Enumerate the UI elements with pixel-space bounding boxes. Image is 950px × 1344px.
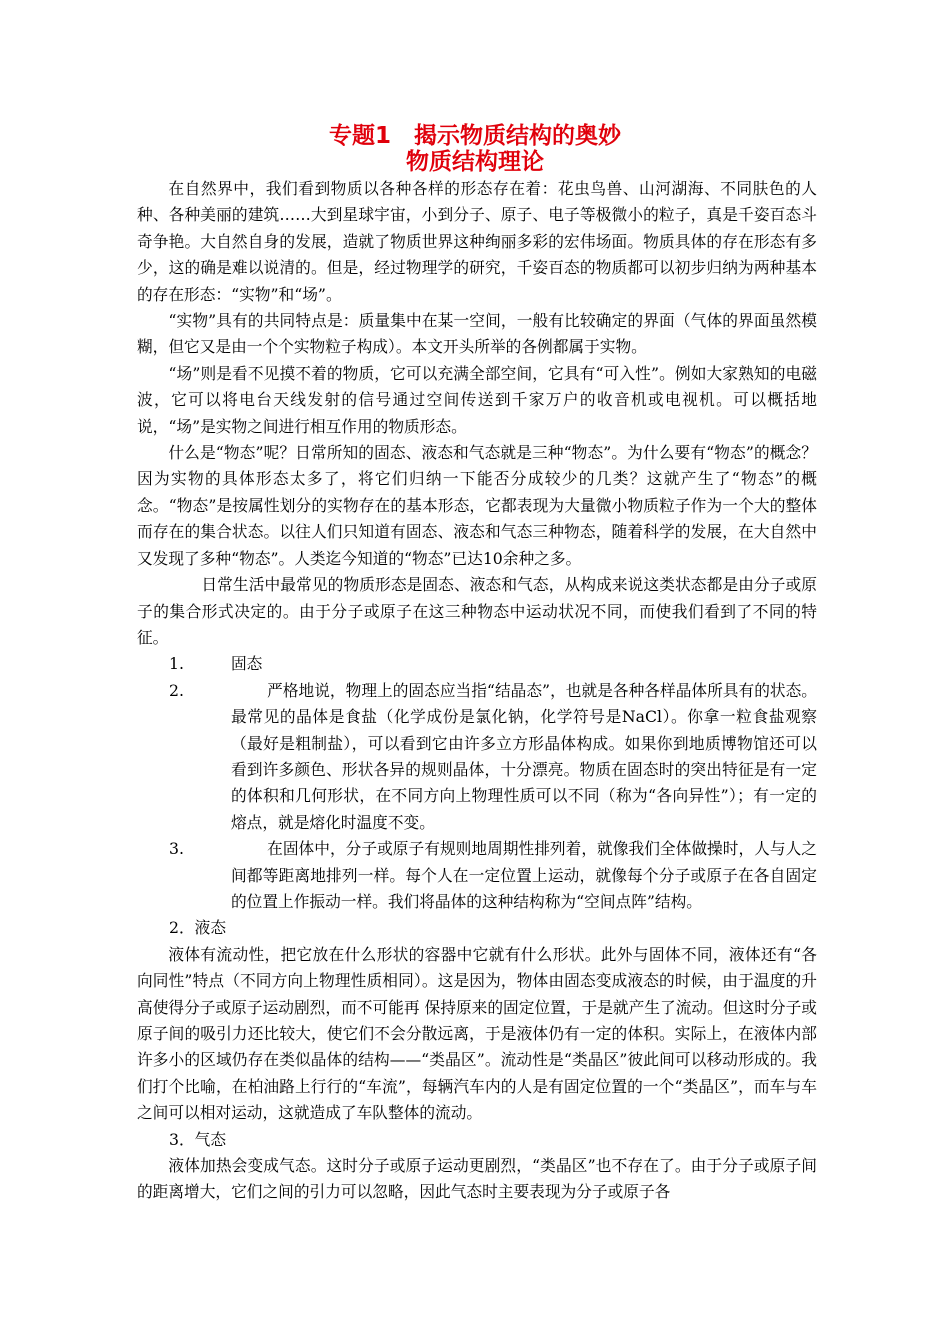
document-title: 专题1 揭示物质结构的奥妙 <box>328 123 621 149</box>
paragraph: 液体有流动性，把它放在什么形状的容器中它就有什么形状。此外与固体不同，液体还有“各向同性”特点（不同方向上物理性质相同）。这是因为，物体由固态变成液态的时候，由于温度的升高使得分子或原子运动剧烈，而不可能再 保持原来的固定位置，于是就产生了流动。但这时分子或原子间的吸引力还比较大，使它们不会分散远离，于是液体仍有一定的体积。实际上，在液体内部许多小的区域仍存在类似晶体的结构——“类晶区”。流动性是“类晶区”彼此间可以移动形成的。我们打个比喻，在柏油路上行行的“车流”，每辆汽车内的人是有固定位置的一个“类晶区”，而车与车之间可以相对运动，这就造成了车队整体的流动。 <box>137 944 817 1123</box>
paragraph: 什么是“物态”呢？日常所知的固态、液态和气态就是三种“物态”。为什么要有“物态”的概念？因为实物的具体形态太多了，将它们归纳一下能否分成较少的几类？这就产生了“物态”的概念。“物态”是按属性划分的实物存在的基本形态，它都表现为大量微小物质粒子作为一个大的整体而存在的集合状态。以往人们只知道有固态、液态和气态三种物态，随着科学的发展，在大自然中又发现了多种“物态”。人类迄今知道的“物态”已达10余种之多。 <box>137 443 817 568</box>
paragraph: “实物”具有的共同特点是：质量集中在某一空间，一般有比较确定的界面（气体的界面虽然模糊，但它又是由一个个实物粒子构成）。本文开头所举的各例都属于实物。 <box>137 311 817 357</box>
list-number: 1. <box>169 654 184 674</box>
document-body <box>137 176 817 1206</box>
paragraph: 液体加热会变成气态。这时分子或原子运动更剧烈，“类晶区”也不存在了。由于分子或原子间的距离增大，它们之间的引力可以忽略，因此气态时主要表现为分子或原子各 <box>137 1156 817 1202</box>
list-text: 固态 <box>231 654 263 674</box>
list-item <box>137 678 817 836</box>
section-heading-liquid: 2．液态 <box>169 918 227 938</box>
list-item <box>137 836 817 915</box>
document-subtitle: 物质结构理论 <box>406 149 544 175</box>
paragraph: 日常生活中最常见的物质形态是固态、液态和气态，从构成来说这类状态都是由分子或原子的集合形式决定的。由于分子或原子在这三种物态中运动状况不同，而使我们看到了不同的特征。 <box>137 575 817 647</box>
paragraph: “场”则是看不见摸不着的物质，它可以充满全部空间，它具有“可入性”。例如大家熟知的电磁波，它可以将电台天线发射的信号通过空间传送到千家万户的收音机或电视机。可以概括地说，“场”是实物之间进行相互作用的物质形态。 <box>137 363 817 436</box>
paragraph: 在自然界中，我们看到物质以各种各样的形态存在着：花虫鸟兽、山河湖海、不同肤色的人种、各种美丽的建筑……大到星球宇宙，小到分子、原子、电子等极微小的粒子，真是千姿百态斗奇争艳。大自然自身的发展，造就了物质世界这种绚丽多彩的宏伟场面。物质具体的存在形态有多少，这的确是难以说清的。但是，经过物理学的研究，千姿百态的物质都可以初步归纳为两种基本的存在形态：“实物”和“场”。 <box>137 179 817 304</box>
list-text: 在固体中，分子或原子有规则地周期性排列着，就像我们全体做操时，人与人之间都等距离地排列一样。每个人在一定位置上运动，就像每个分子或原子在各自固定的位置上作振动一样。我们将晶体的这种结构称为“空间点阵”结构。 <box>231 839 817 911</box>
list-item <box>137 651 817 677</box>
section-heading-gas: 3．气态 <box>169 1129 227 1149</box>
list-number: 2. <box>169 680 184 700</box>
list-number: 3. <box>169 839 184 859</box>
list-text: 严格地说，物理上的固态应当指“结晶态”，也就是各种各样晶体所具有的状态。最常见的晶体是食盐（化学成份是氯化钠，化学符号是NaCl）。你拿一粒食盐观察（最好是粗制盐），可以看到它由许多立方形晶体构成。如果你到地质博物馆还可以看到许多颜色、形状各异的规则晶体，十分漂亮。物质在固态时的突出特征是有一定的体积和几何形状，在不同方向上物理性质可以不同（称为“各向异性”）；有一定的熔点，就是熔化时温度不变。 <box>231 680 817 832</box>
